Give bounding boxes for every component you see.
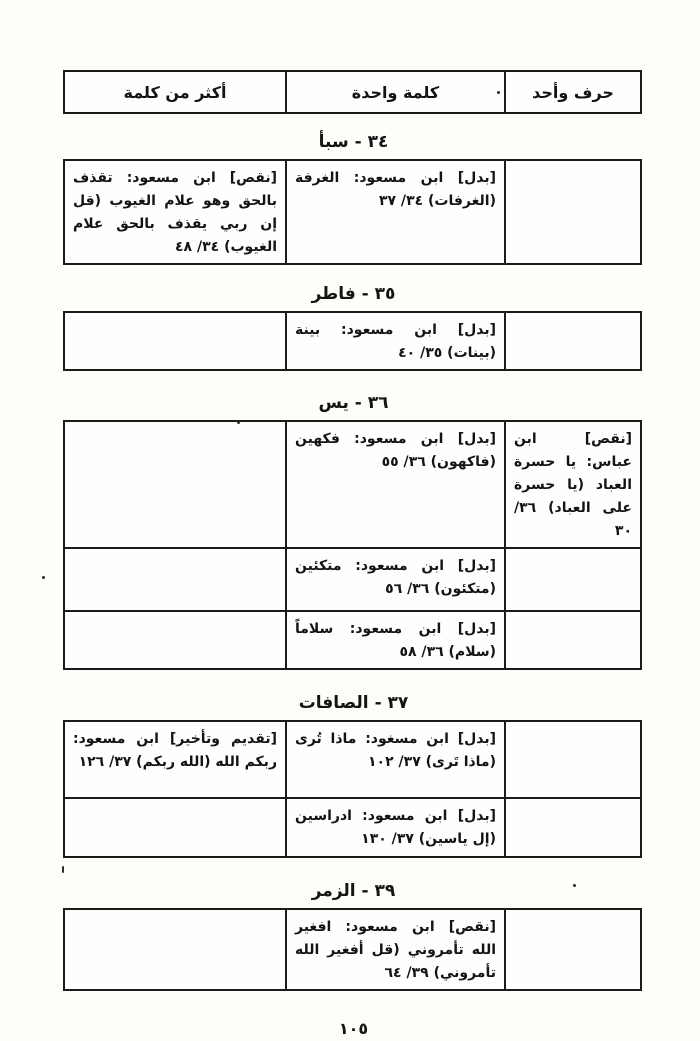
section-name: الزمر [311,881,356,901]
section-number: ٣٧ [387,693,409,713]
cell-one-letter: [نقص] ابن عباس: يا حسرة العباد (يا حسرة على العباد) ٣٦/ ٣٠ [505,421,641,548]
cell-multi-word: [نقص] ابن مسعود: تقذف بالحق وهو علام الغيوب (قل إن ربي يقذف بالحق علام الغيوب) ٣٤/ ٤٨ [64,160,286,264]
scan-speckle [573,884,576,887]
table-row [64,798,641,857]
cell-one-word: [نقص] ابن مسعود: افغير الله تأمروني (قل أفغير الله تأمروني) ٣٩/ ٦٤ [286,909,505,990]
section-table-zumar [63,908,642,991]
cell-one-letter [505,548,641,611]
table-row [64,160,641,264]
section-number: ٣٩ [374,881,396,901]
section-number: ٣٥ [374,284,396,304]
section-title-yasin [65,389,642,417]
cell-multi-word [64,548,286,611]
section-title-saffat [65,689,642,717]
cell-one-word: [بدل] ابن مسغود: ماذا تُرى (ماذا تَرى) ٣٧/ ١٠٢ [286,721,505,798]
table-row [64,721,641,798]
table-row [64,548,641,611]
cell-one-word: [بدل] ابن مسعود: بينة (بينات) ٣٥/ ٤٠ [286,312,505,370]
cell-one-letter [505,721,641,798]
cell-one-letter [505,160,641,264]
section-title-zumar [65,877,642,905]
section-table-saffat [63,720,642,858]
table-row [64,611,641,669]
section-table-yasin [63,420,642,670]
header-multi-word: أكثر من كلمة [64,71,286,113]
section-name: سبأ [318,132,349,152]
section-table-saba [63,159,642,265]
cell-one-letter [505,909,641,990]
cell-multi-word: [تقديم وتأخير] ابن مسعود: ربكم الله (الله ربكم) ٣٧/ ١٢٦ [64,721,286,798]
title-separator: - [361,284,369,304]
section-name: فاطر [311,284,356,304]
cell-one-word: [بدل] ابن مسعود: فكهين (فاكهون) ٣٦/ ٥٥ [286,421,505,548]
cell-one-word: [بدل] ابن مسعود: سلاماً (سلام) ٣٦/ ٥٨ [286,611,505,669]
cell-one-word: [بدل] ابن مسعود: الغرفة (الغرفات) ٣٤/ ٣٧ [286,160,505,264]
page-number: ١٠٥ [338,1019,369,1038]
title-separator: - [361,881,369,901]
cell-multi-word [64,611,286,669]
scan-speckle [42,576,45,579]
title-separator: - [354,132,362,152]
cell-one-letter [505,312,641,370]
table-row [64,909,641,990]
scan-speckle [497,91,500,94]
title-separator: - [374,693,382,713]
column-header-table [63,70,642,114]
cell-multi-word [64,312,286,370]
scan-speckle [62,866,64,873]
cell-one-word: [بدل] ابن مسعود: ادراسين (إل ياسين) ٣٧/ ١٣٠ [286,798,505,857]
cell-multi-word [64,421,286,548]
cell-multi-word [64,798,286,857]
section-title-fatir [65,280,642,308]
section-number: ٣٤ [367,132,389,152]
cell-one-letter [505,798,641,857]
section-title-saba [65,128,642,156]
cell-multi-word [64,909,286,990]
table-row [64,312,641,370]
section-name: يس [318,393,349,413]
cell-one-word: [بدل] ابن مسعود: متكئين (متكئون) ٣٦/ ٥٦ [286,548,505,611]
title-separator: - [354,393,362,413]
section-table-fatir [63,311,642,371]
section-number: ٣٦ [367,393,389,413]
header-one-word: كلمة واحدة [286,71,505,113]
cell-one-letter [505,611,641,669]
header-one-letter: حرف وأحد [505,71,641,113]
scan-speckle [237,421,240,424]
header-row [64,71,641,113]
section-name: الصافات [298,693,369,713]
table-row [64,421,641,548]
